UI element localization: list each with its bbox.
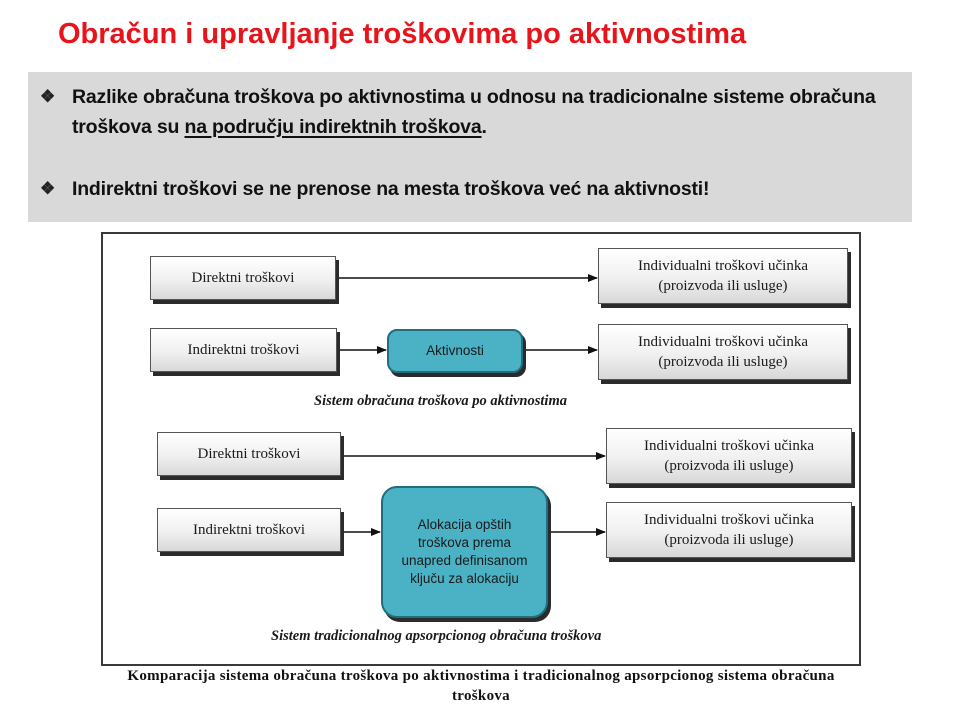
- traditional-individual-costs-box-1: Individualni troškovi učinka (proizvoda ili usluge): [606, 428, 852, 484]
- abc-individual-costs-box-2: Individualni troškovi učinka (proizvoda ili usluge): [598, 324, 848, 380]
- bullet-text-1-underlined: na području indirektnih troškova: [184, 116, 482, 138]
- bullet-text-2: Indirektni troškovi se ne prenose na mesta troškova već na aktivnosti!: [72, 178, 710, 200]
- comparison-caption: Komparacija sistema obračuna troškova po aktivnostima i tradicionalnog apsorpcionog sistema obračuna troškova: [127, 668, 835, 704]
- comparison-diagram: [101, 232, 861, 666]
- abc-system-caption: Sistem obračuna troškova po aktivnostima: [314, 393, 567, 409]
- slide-title: Obračun i upravljanje troškovima po aktivnostima: [58, 18, 747, 50]
- traditional-system-caption: Sistem tradicionalnog apsorpcionog obračuna troškova: [271, 628, 602, 644]
- abc-individual-costs-box-1: Individualni troškovi učinka (proizvoda ili usluge): [598, 248, 848, 304]
- bullet-text-1-end: .: [481, 116, 487, 138]
- traditional-individual-costs-box-2: Individualni troškovi učinka (proizvoda ili usluge): [606, 502, 852, 558]
- bullet-text-1-main: Razlike obračuna troškova po aktivnostima u odnosu na tradicionalne sisteme obračuna troškova su: [72, 86, 876, 138]
- abc-direct-costs-box: Direktni troškovi: [150, 256, 336, 300]
- diamond-bullet-icon: ❖: [40, 179, 56, 198]
- abc-indirect-costs-box: Indirektni troškovi: [150, 328, 337, 372]
- traditional-indirect-costs-box: Indirektni troškovi: [157, 508, 341, 552]
- bullet-text-1: [72, 82, 912, 142]
- allocation-box: Alokacija opštih troškova prema unapred definisanom ključu za alokaciju: [381, 486, 548, 618]
- traditional-direct-costs-box: Direktni troškovi: [157, 432, 341, 476]
- diamond-bullet-icon: ❖: [40, 87, 56, 106]
- activities-box: Aktivnosti: [387, 329, 523, 373]
- bullet-panel: [28, 72, 912, 222]
